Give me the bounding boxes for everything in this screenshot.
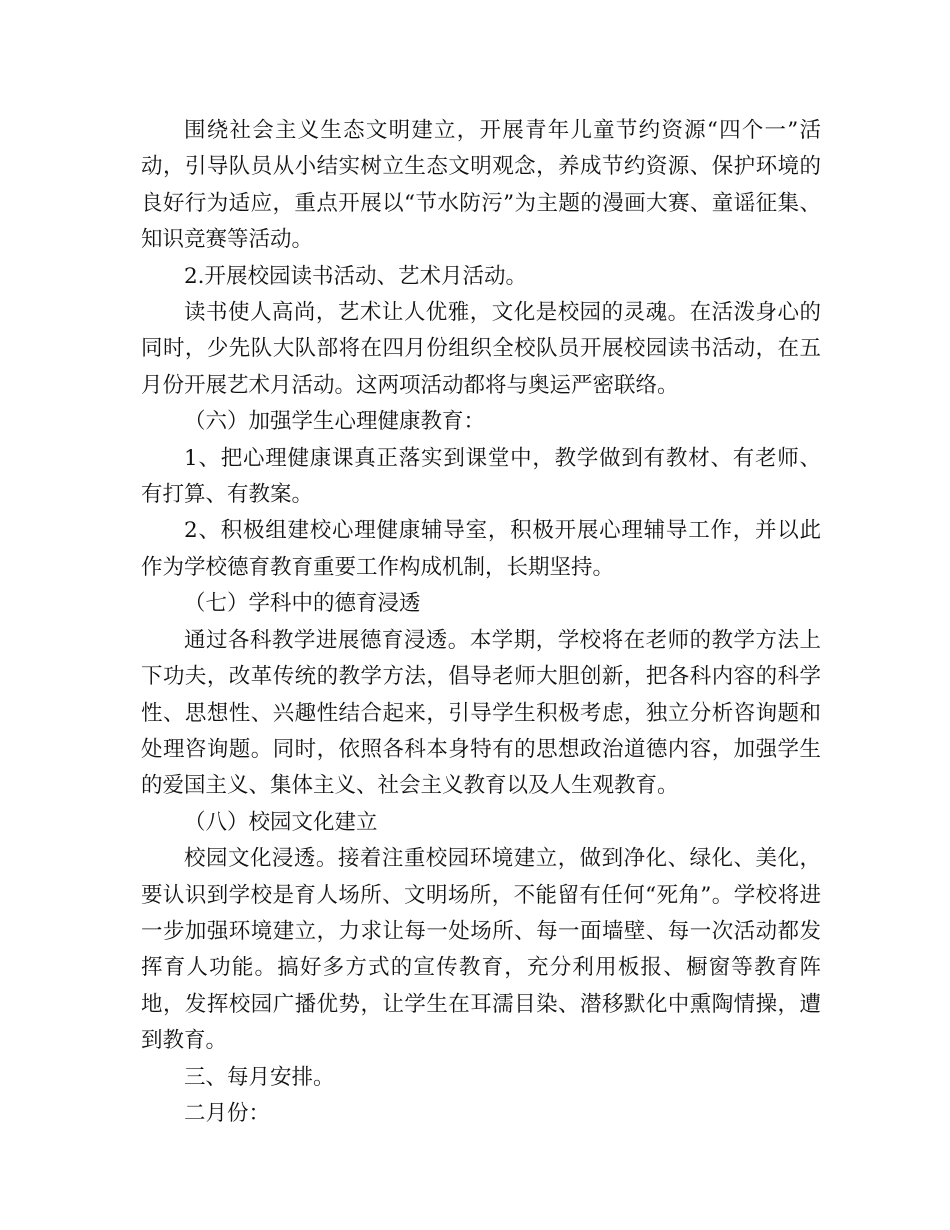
heading-monthly-plan: 三、每月安排。 (184, 1064, 335, 1090)
paragraph-campus-culture: 校园文化浸透。接着注重校园环境建立，做到净化、绿化、美化，要认识到学校是育人场所、文明场所，不能留有任何“死角”。学校将进一步加强环境建立，力求让每一处场所、每一面墙壁、每一次活动都发挥育人功能。搞好多方式的宣传教育，充分利用板报、橱窗等教育阵地，发挥校园广播优势，让学生在耳濡目染、潜移默化中熏陶情操，遭到教育。 (141, 846, 821, 1054)
paragraph-mental-health-2: 2、积极组建校心理健康辅导室，积极开展心理辅导工作，并以此作为学校德育教育重要工作构成机制，长期坚持。 (141, 518, 821, 580)
paragraph-subject-moral: 通过各科教学进展德育浸透。本学期，学校将在老师的教学方法上下功夫，改革传统的教学方法，倡导老师大胆创新，把各科内容的科学性、思想性、兴趣性结合起来，引导学生积极考虑，独立分析咨询题和处理咨询题。同时，依照各科本身特有的思想政治道德内容，加强学生的爱国主义、集体主义、社会主义教育以及人生观教育。 (141, 627, 821, 799)
heading-campus-culture: （八）校园文化建立 (184, 809, 378, 835)
document-body (141, 113, 821, 1132)
heading-subject-moral: （七）学科中的德育浸透 (184, 591, 421, 617)
paragraph-eco-activities: 围绕社会主义生态文明建立，开展青年儿童节约资源“四个一”活动，引导队员从小结实树立生态文明观念，养成节约资源、保护环境的良好行为适应，重点开展以“节水防污”为主题的漫画大赛、童谣征集、知识竞赛等活动。 (141, 118, 821, 253)
heading-reading-art-month: 2.开展校园读书活动、艺术月活动。 (184, 263, 528, 289)
paragraph-mental-health-1: 1、把心理健康课真正落实到课堂中，教学做到有教材、有老师、有打算、有教案。 (141, 445, 821, 508)
heading-mental-health: （六）加强学生心理健康教育： (184, 409, 486, 435)
paragraph-reading-art: 读书使人高尚，艺术让人优雅，文化是校园的灵魂。在活泼身心的同时，少先队大队部将在四月份组织全校队员开展校园读书活动，在五月份开展艺术月活动。这两项活动都将与奥运严密联络。 (141, 300, 821, 398)
heading-february: 二月份： (184, 1100, 271, 1126)
